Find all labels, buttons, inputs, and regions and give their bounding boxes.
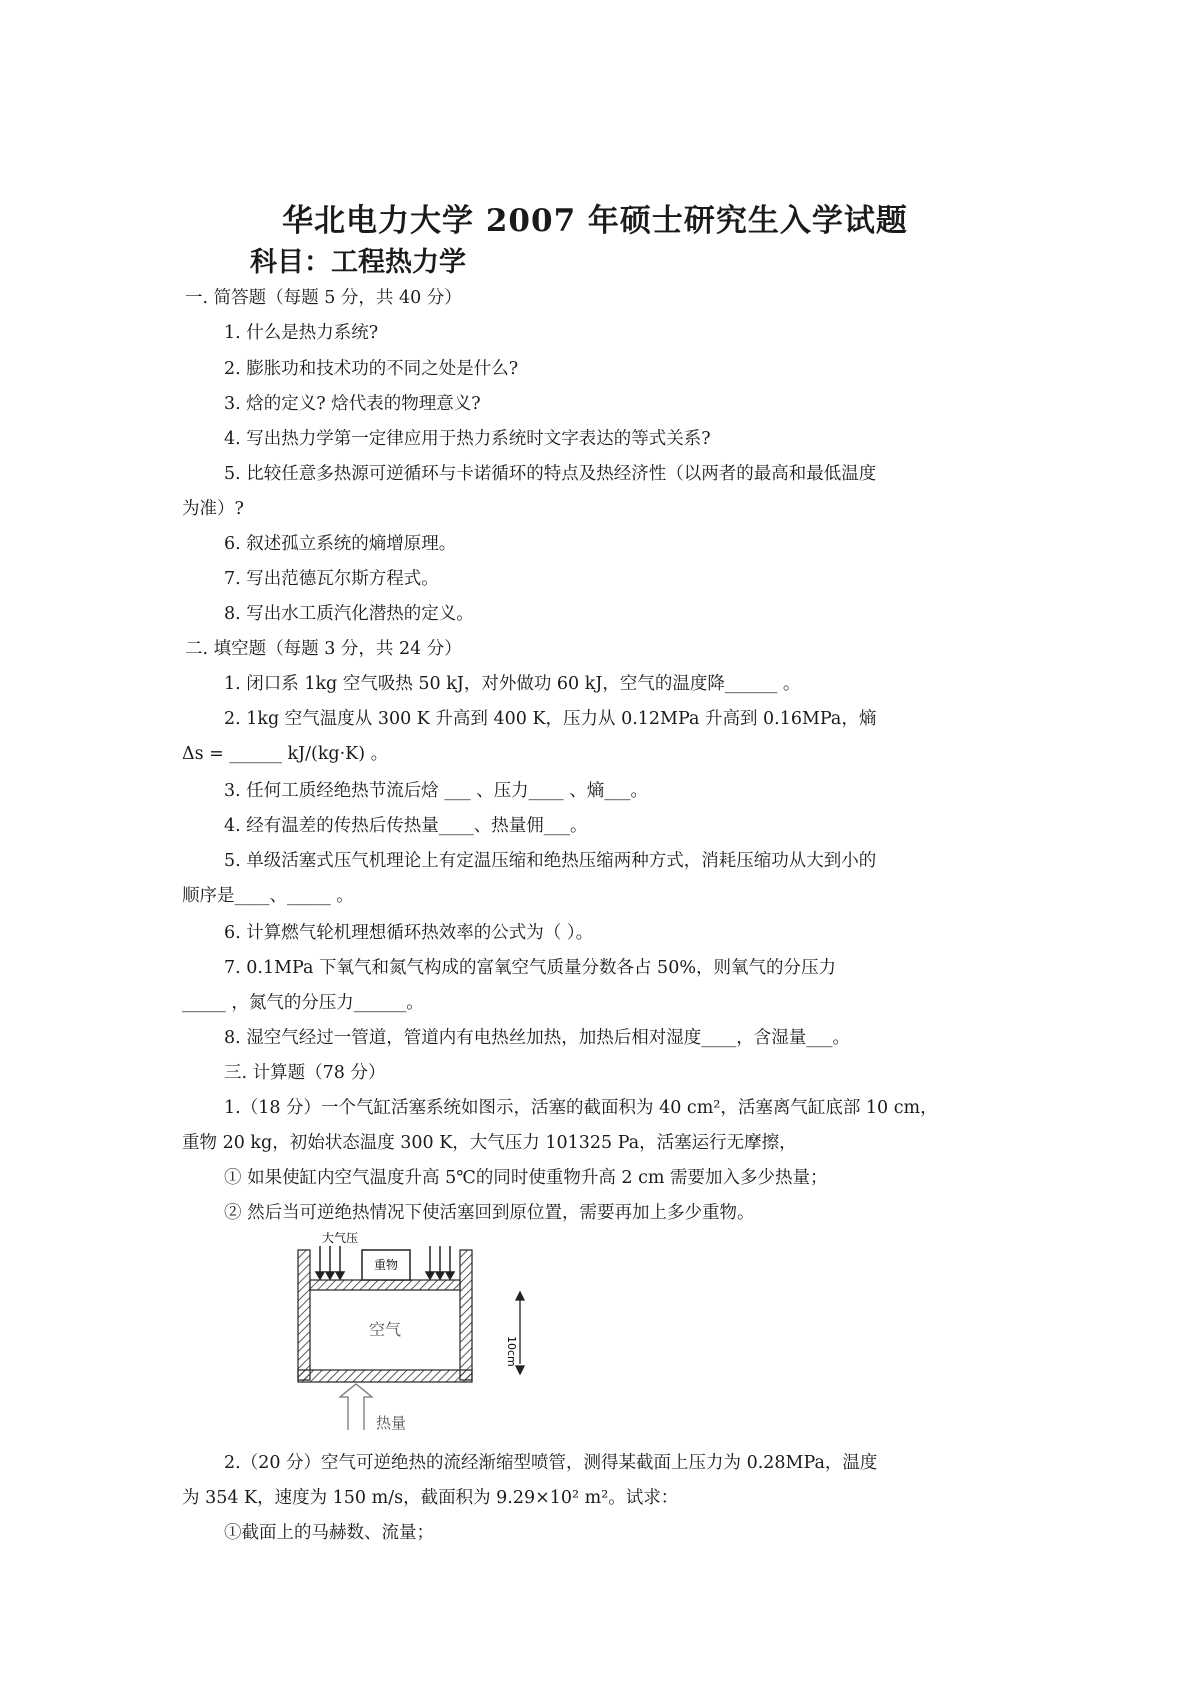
question-line: 8. 写出水工质汽化潜热的定义。 xyxy=(224,604,474,624)
question-line: 7. 0.1MPa 下氧气和氮气构成的富氧空气质量分数各占 50%，则氧气的分压力 xyxy=(224,958,836,978)
question-line: 1. 什么是热力系统? xyxy=(224,323,379,343)
question-line: 1.（18 分）一个气缸活塞系统如图示，活塞的截面积为 40 cm²，活塞离气缸底部 10 cm， xyxy=(224,1098,938,1118)
question-line: 为准）? xyxy=(182,499,244,519)
cylinder-left-wall xyxy=(298,1250,310,1380)
question-line: 5. 单级活塞式压气机理论上有定温压缩和绝热压缩两种方式，消耗压缩功从大到小的 xyxy=(224,851,877,871)
piston xyxy=(310,1280,460,1290)
question-line: 4. 经有温差的传热后传热量____、热量佣___。 xyxy=(224,816,588,836)
cylinder-bottom xyxy=(298,1370,472,1382)
section-heading: 一. 简答题（每题 5 分，共 40 分） xyxy=(185,288,462,308)
question-line: 7. 写出范德瓦尔斯方程式。 xyxy=(224,569,439,589)
piston-cylinder-diagram xyxy=(290,1232,550,1432)
question-line: ① 如果使缸内空气温度升高 5℃的同时使重物升高 2 cm 需要加入多少热量； xyxy=(224,1168,828,1188)
atm-label: 大气压 xyxy=(322,1232,359,1245)
question-line: 5. 比较任意多热源可逆循环与卡诺循环的特点及热经济性（以两者的最高和最低温度 xyxy=(224,464,877,484)
page-title: 华北电力大学 2007 年硕士研究生入学试题 xyxy=(282,203,908,239)
question-line: 重物 20 kg，初始状态温度 300 K，大气压力 101325 Pa，活塞运行无摩擦， xyxy=(182,1133,797,1153)
question-line: 1. 闭口系 1kg 空气吸热 50 kJ，对外做功 60 kJ，空气的温度降______ 。 xyxy=(224,674,801,694)
air-label: 空气 xyxy=(368,1320,402,1339)
question-line: 4. 写出热力学第一定律应用于热力系统时文字表达的等式关系? xyxy=(224,429,711,449)
question-line: 2.（20 分）空气可逆绝热的流经渐缩型喷管，测得某截面上压力为 0.28MPa，温度 xyxy=(224,1453,878,1473)
question-line: 2. 1kg 空气温度从 300 K 升高到 400 K，压力从 0.12MPa 升高到 0.16MPa，熵 xyxy=(224,709,877,729)
weight-label: 重物 xyxy=(373,1258,399,1272)
question-line: 3. 任何工质经绝热节流后焓 ___ 、压力____ 、熵___。 xyxy=(224,781,648,801)
height-label: 10cm xyxy=(505,1336,518,1367)
heat-arrow xyxy=(340,1384,372,1430)
subject-heading: 科目：工程热力学 xyxy=(250,247,466,278)
question-line: 6. 叙述孤立系统的熵增原理。 xyxy=(224,534,457,554)
question-line: 为 354 K，速度为 150 m/s，截面积为 9.29×10² m²。试求： xyxy=(182,1488,679,1508)
question-line: 8. 湿空气经过一管道，管道内有电热丝加热，加热后相对湿度____，含湿量___。 xyxy=(224,1028,851,1048)
heat-label: 热量 xyxy=(376,1414,407,1432)
question-line: Δs = ______ kJ/(kg·K) 。 xyxy=(182,744,389,764)
question-line: 顺序是____、_____ 。 xyxy=(182,886,354,906)
question-line: ② 然后当可逆绝热情况下使活塞回到原位置，需要再加上多少重物。 xyxy=(224,1203,755,1223)
question-line: ①截面上的马赫数、流量； xyxy=(224,1523,434,1543)
question-line: 3. 焓的定义? 焓代表的物理意义? xyxy=(224,394,481,414)
question-line: 6. 计算燃气轮机理想循环热效率的公式为（ ）。 xyxy=(224,923,594,943)
question-line: _____ ，氮气的分压力______。 xyxy=(182,993,424,1013)
section-heading: 三. 计算题（78 分） xyxy=(224,1063,386,1083)
cylinder-right-wall xyxy=(460,1250,472,1380)
section-heading: 二. 填空题（每题 3 分，共 24 分） xyxy=(185,639,462,659)
question-line: 2. 膨胀功和技术功的不同之处是什么? xyxy=(224,359,519,379)
